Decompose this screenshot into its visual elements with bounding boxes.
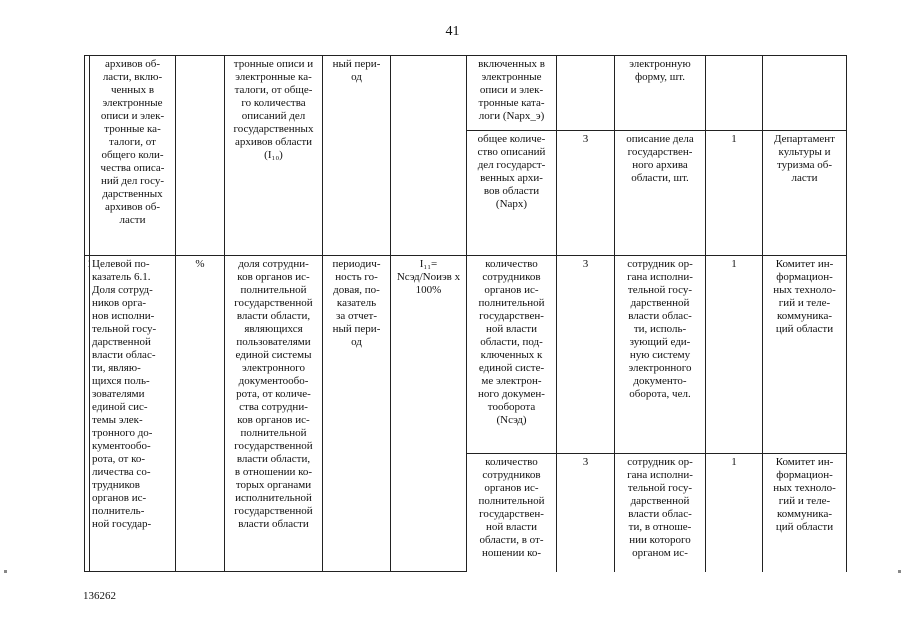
cell-periodicity: периодич- ность го- довая, по- казатель за отчет- ный пери- од (323, 256, 391, 572)
cell-collection-method: 3 (557, 131, 615, 256)
scan-edge-mark (4, 570, 7, 573)
cell-unit (176, 56, 225, 256)
cell-unit: % (176, 256, 225, 572)
cell-periodicity: ный пери- од (323, 56, 391, 256)
cell-collection-method (557, 56, 615, 131)
cell-collection-method: 3 (557, 454, 615, 572)
cell-responsible: Комитет ин- формацион- ных техноло- гий и теле- коммуника- ций области (763, 256, 847, 454)
cell-responsible: Департамент культуры и туризма об- ласти (763, 131, 847, 256)
cell-population-object: описание дела государствен- ного архива области, шт. (615, 131, 706, 256)
cell-indicator-name: архивов об- ласти, вклю- ченных в электронные описи и элек- тронные ка- талоги, от общего коли- чества описа- ний дел госу- дарственных архивов об- ласти (90, 56, 176, 256)
cell-formula (391, 56, 467, 256)
document-id: 136262 (83, 590, 116, 602)
cell-collection-method: 3 (557, 256, 615, 454)
indicator-table (84, 55, 847, 572)
cell-coverage: 1 (706, 454, 763, 572)
cell-coverage: 1 (706, 131, 763, 256)
cell-base-indicator: количество сотрудников органов ис- полнительной государствен- ной власти области, под- ключенных к единой систе- ме электрон- ного докумен- тооборота (Nсэд) (467, 256, 557, 454)
cell-base-indicator: включенных в электронные описи и элек- тронные ката- логи (Nарх_э) (467, 56, 557, 131)
cell-definition: доля сотрудни- ков органов ис- полнительной государственной власти области, являющихся пользователями единой системы электронного документообо- рота, от количе- ства сотрудни- ков органов ис- полнительной государственной власти области, в отношении ко- торых органами исполнительной государственной власти области (225, 256, 323, 572)
cell-coverage: 1 (706, 256, 763, 454)
cell-definition: тронные описи и электронные ка- талоги, от обще- го количества описаний дел государственных архивов области (I₁₀) (225, 56, 323, 256)
cell-population-object: сотрудник ор- гана исполни- тельной госу- дарственной власти облас- ти, исполь- зующий еди- ную систему электронного документо- оборота, чел. (615, 256, 706, 454)
cell-coverage (706, 56, 763, 131)
cell-base-indicator: количество сотрудников органов ис- полнительной государствен- ной власти области, в от- ношении ко- (467, 454, 557, 572)
scan-edge-mark (898, 570, 901, 573)
cell-base-indicator: общее количе- ство описаний дел государст- венных архи- вов области (Nарх) (467, 131, 557, 256)
page-number: 41 (445, 24, 460, 39)
table-row (85, 56, 847, 131)
cell-responsible: Комитет ин- формацион- ных техноло- гий и теле- коммуника- ций области (763, 454, 847, 572)
cell-population-object: сотрудник ор- гана исполни- тельной госу- дарственной власти облас- ти, в отноше- нии которого органом ис- (615, 454, 706, 572)
cell-formula: I₁₁= Nсэд/Nоиэв x 100% (391, 256, 467, 572)
table-row (85, 256, 847, 454)
cell-population-object: электронную форму, шт. (615, 56, 706, 131)
cell-indicator-name: Целевой по- казатель 6.1. Доля сотруд- ников орга- нов исполни- тельной госу- дарственной власти облас- ти, являю- щихся поль- зователями единой сис- темы элек- тронного до- кументообо- рота, от ко- личества со- трудников органов ис- полнитель- ной государ- (90, 256, 176, 572)
cell-responsible (763, 56, 847, 131)
